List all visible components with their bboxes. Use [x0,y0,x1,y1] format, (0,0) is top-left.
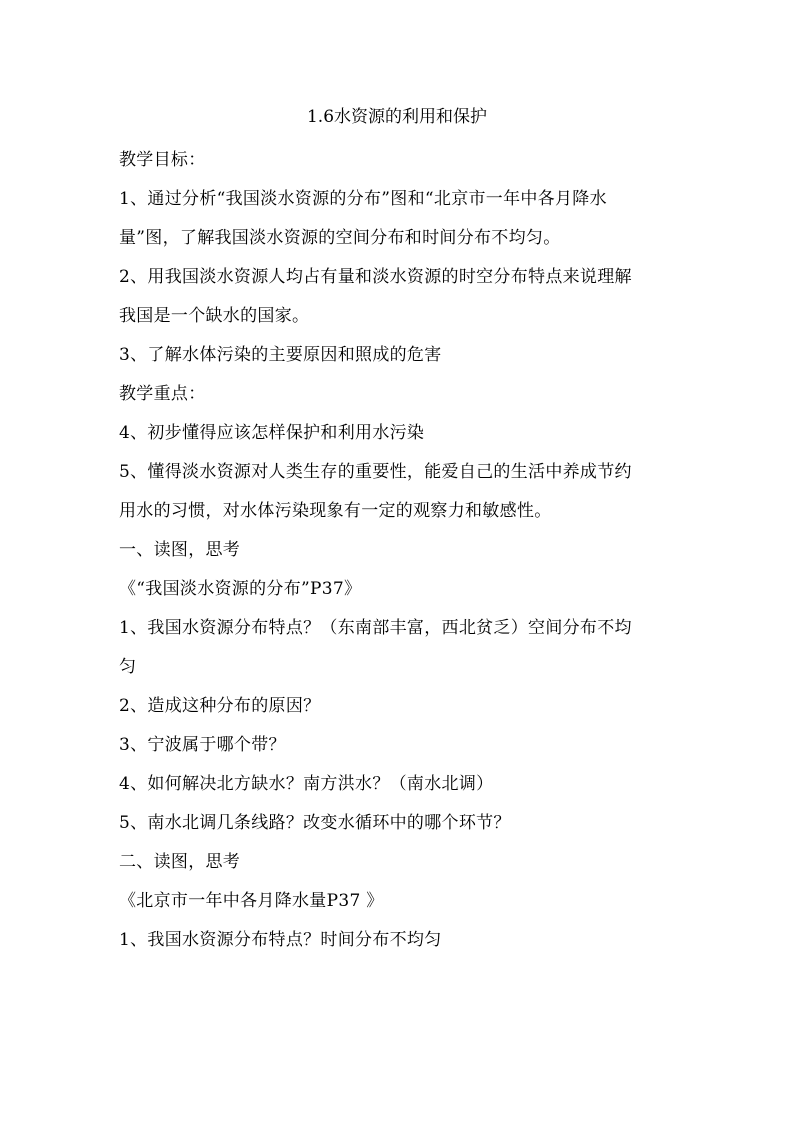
paragraph-line: 5、懂得淡水资源对人类生存的重要性，能爱自己的生活中养成节约 [119,462,632,482]
paragraph-line: 4、初步懂得应该怎样保护和利用水污染 [119,423,425,443]
section-heading-part-two: 二、读图，思考 [119,852,241,872]
question-line: 2、造成这种分布的原因？ [119,696,321,716]
figure-reference: 《北京市一年中各月降水量P37 》 [119,891,384,911]
figure-reference: 《“我国淡水资源的分布”P37》 [119,579,362,599]
question-line: 5、南水北调几条线路？改变水循环中的哪个环节？ [119,813,511,833]
paragraph-line: 用水的习惯，对水体污染现象有一定的观察力和敏感性。 [119,501,552,521]
document-body [119,147,679,966]
question-line: 1、我国水资源分布特点？时间分布不均匀 [119,930,442,950]
question-line: 4、如何解决北方缺水？南方洪水？（南水北调） [119,774,494,794]
paragraph-line: 2、用我国淡水资源人均占有量和淡水资源的时空分布特点来说理解 [119,267,632,287]
question-line: 3、宁波属于哪个带？ [119,735,286,755]
paragraph-line: 我国是一个缺水的国家。 [119,306,310,326]
section-heading-keypoints: 教学重点： [119,384,206,404]
paragraph-line: 量”图，了解我国淡水资源的空间分布和时间分布不均匀。 [119,228,561,248]
paragraph-line: 1、通过分析“我国淡水资源的分布”图和“北京市一年中各月降水 [119,189,607,209]
section-heading-part-one: 一、读图，思考 [119,540,241,560]
document-title: 1.6水资源的利用和保护 [306,107,488,127]
paragraph-line: 3、了解水体污染的主要原因和照成的危害 [119,345,442,365]
question-line: 1、我国水资源分布特点？（东南部丰富，西北贫乏）空间分布不均 [119,618,632,638]
question-line: 匀 [119,657,137,677]
section-heading-objectives: 教学目标： [119,150,206,170]
